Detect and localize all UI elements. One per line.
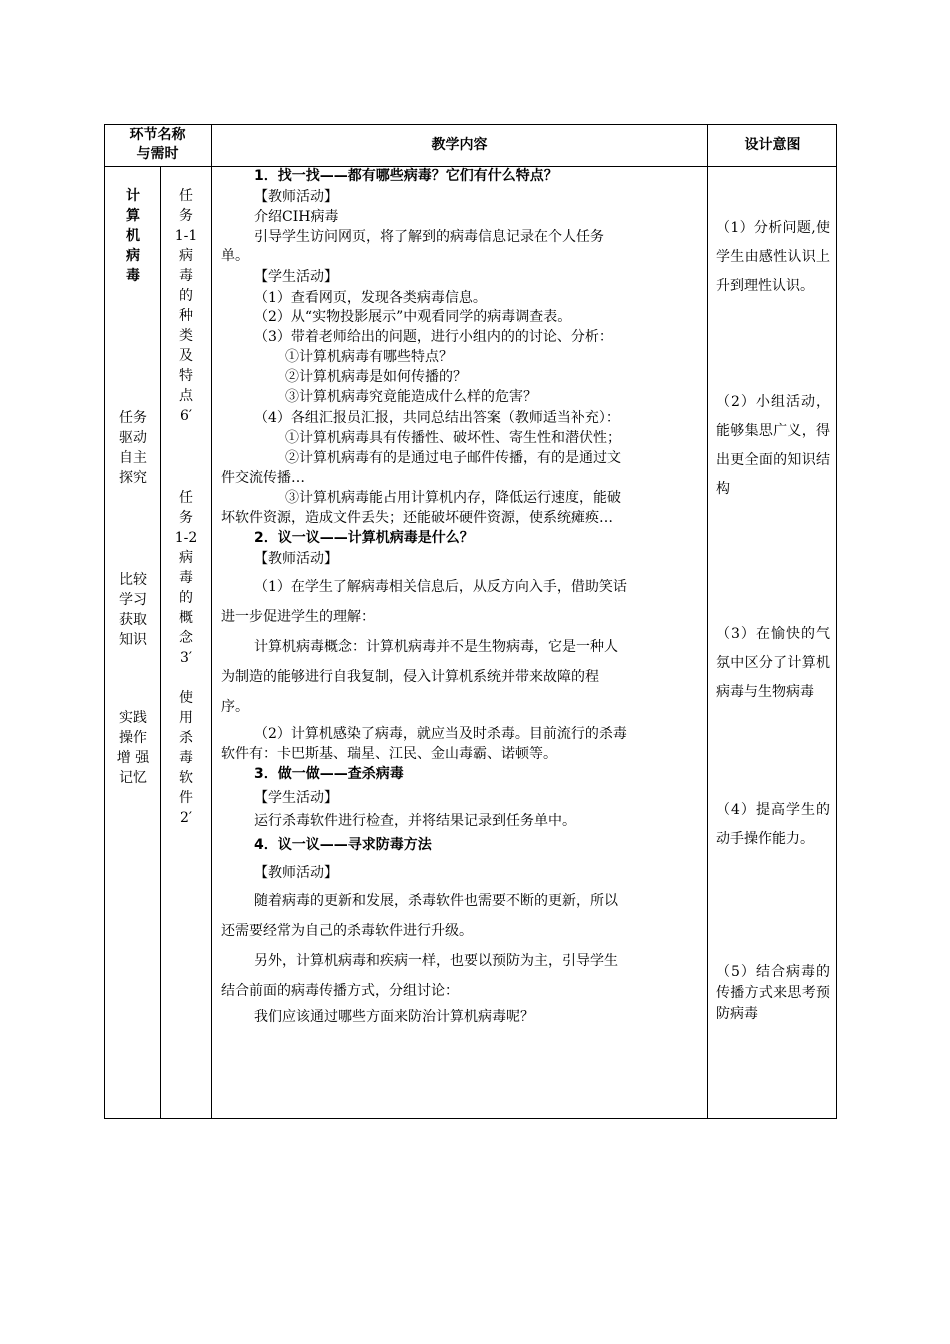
task-char: 毒 xyxy=(179,268,193,284)
topic-char: 机 xyxy=(126,228,140,244)
task-char: 特 xyxy=(179,368,193,384)
intent-note: （3）在愉快的气氛中区分了计算机病毒与生物病毒 xyxy=(716,626,830,700)
content-line: （4）各组汇报员汇报，共同总结出答案（教师适当补充）： xyxy=(254,410,620,426)
task-char: 使 xyxy=(179,690,193,706)
method-line: 任务 xyxy=(119,410,147,426)
content-line: 结合前面的病毒传播方式，分组讨论： xyxy=(221,983,459,999)
content-line: （1）查看网页，发现各类病毒信息。 xyxy=(254,290,487,306)
task-char: 用 xyxy=(179,710,193,726)
content-line: ③计算机病毒能占用计算机内存，降低运行速度，能破 xyxy=(285,490,621,506)
task-char: 务 xyxy=(179,208,193,224)
task-char: 及 xyxy=(179,348,193,364)
task-char: 6′ xyxy=(179,408,193,424)
topic-char: 算 xyxy=(126,208,140,224)
content-line: 坏软件资源，造成文件丢失；还能破坏硬件资源，使系统瘫痪… xyxy=(221,510,613,526)
task-char: 种 xyxy=(179,308,193,324)
task-char: 务 xyxy=(179,510,193,526)
task-char: 任 xyxy=(179,188,193,204)
task-char: 病 xyxy=(179,248,193,264)
task-char: 3′ xyxy=(179,650,193,666)
intent-note: （5）结合病毒的传播方式来思考预防病毒 xyxy=(716,964,830,1022)
content-line: 介绍CIH病毒 xyxy=(254,209,339,225)
task-char: 念 xyxy=(179,630,193,646)
content-line: 单。 xyxy=(221,248,249,264)
content-line: 还需要经常为自己的杀毒软件进行升级。 xyxy=(221,923,473,939)
task-char: 1-2 xyxy=(174,530,198,546)
task-char: 的 xyxy=(179,288,193,304)
section-heading: 1．找一找——都有哪些病毒？它们有什么特点？ xyxy=(254,168,558,184)
section-heading: 2．议一议——计算机病毒是什么？ xyxy=(254,530,474,546)
task-char: 杀 xyxy=(179,730,193,746)
method-line: 学习 xyxy=(119,592,147,608)
section-heading: 3．做一做——查杀病毒 xyxy=(254,766,404,782)
method-line: 比较 xyxy=(119,572,147,588)
method-line: 操作 xyxy=(119,730,147,746)
header-stage-line2: 与需时 xyxy=(136,146,179,162)
intent-note: （1）分析问题,使学生由感性认识上升到理性认识。 xyxy=(716,220,830,294)
content-line: 引导学生访问网页，将了解到的病毒信息记录在个人任务 xyxy=(254,229,604,245)
task-char: 概 xyxy=(179,610,193,626)
section-heading: 4．议一议——寻求防毒方法 xyxy=(254,837,432,853)
task-char: 病 xyxy=(179,550,193,566)
task-char: 毒 xyxy=(179,570,193,586)
content-line: ③计算机病毒究竟能造成什么样的危害？ xyxy=(285,389,537,405)
task-char: 类 xyxy=(179,328,193,344)
method-line: 知识 xyxy=(119,632,147,648)
method-line: 实践 xyxy=(119,710,147,726)
column-divider-1 xyxy=(211,124,212,1119)
topic-char: 病 xyxy=(126,248,140,264)
intent-note: （2）小组活动，能够集思广义，得出更全面的知识结构 xyxy=(716,394,830,497)
content-line: 软件有：卡巴斯基、瑞星、江民、金山毒霸、诺顿等。 xyxy=(221,746,557,762)
method-line: 自主 xyxy=(119,450,147,466)
content-line: ②计算机病毒有的是通过电子邮件传播，有的是通过文 xyxy=(285,450,621,466)
content-line: （2）从“实物投影展示”中观看同学的病毒调查表。 xyxy=(254,309,572,325)
header-stage-line1: 环节名称 xyxy=(129,127,186,143)
activity-label: 【教师活动】 xyxy=(254,865,338,881)
method-line: 记忆 xyxy=(119,770,147,786)
task-char: 任 xyxy=(179,490,193,506)
method-line: 驱动 xyxy=(119,430,147,446)
topic-char: 毒 xyxy=(126,268,140,284)
content-line: 件交流传播… xyxy=(221,470,305,486)
task-char: 的 xyxy=(179,590,193,606)
activity-label: 【学生活动】 xyxy=(254,790,338,806)
content-line: 序。 xyxy=(221,699,249,715)
activity-label: 【教师活动】 xyxy=(254,551,338,567)
method-line: 增 强 xyxy=(116,750,150,766)
content-line: ①计算机病毒有哪些特点？ xyxy=(285,349,453,365)
header-intent: 设计意图 xyxy=(744,137,801,153)
task-char: 点 xyxy=(179,388,193,404)
content-line: （2）计算机感染了病毒，就应当及时杀毒。目前流行的杀毒 xyxy=(254,726,627,742)
content-line: 进一步促进学生的理解： xyxy=(221,609,375,625)
content-line: 为制造的能够进行自我复制，侵入计算机系统并带来故障的程 xyxy=(221,669,599,685)
topic-char: 计 xyxy=(126,188,140,204)
content-line: ②计算机病毒是如何传播的？ xyxy=(285,369,467,385)
method-line: 获取 xyxy=(119,612,147,628)
column-divider-sub xyxy=(160,166,161,1119)
content-line: 我们应该通过哪些方面来防治计算机病毒呢？ xyxy=(254,1009,534,1025)
content-line: 运行杀毒软件进行检查，并将结果记录到任务单中。 xyxy=(254,813,576,829)
content-line: 计算机病毒概念：计算机病毒并不是生物病毒，它是一种人 xyxy=(254,639,618,655)
content-line: 随着病毒的更新和发展，杀毒软件也需要不断的更新，所以 xyxy=(254,893,618,909)
task-char: 2′ xyxy=(179,810,193,826)
content-line: （3）带着老师给出的问题，进行小组内的的讨论、分析： xyxy=(254,329,613,345)
intent-note: （4）提高学生的动手操作能力。 xyxy=(716,802,830,847)
task-char: 毒 xyxy=(179,750,193,766)
activity-label: 【学生活动】 xyxy=(254,269,338,285)
content-line: 另外，计算机病毒和疾病一样，也要以预防为主，引导学生 xyxy=(254,953,618,969)
header-stage xyxy=(104,126,211,164)
content-line: （1）在学生了解病毒相关信息后，从反方向入手，借助笑话 xyxy=(254,579,627,595)
header-content: 教学内容 xyxy=(431,137,488,153)
task-char: 软 xyxy=(179,770,193,786)
task-char: 件 xyxy=(179,790,193,806)
method-line: 探究 xyxy=(119,470,147,486)
content-line: ①计算机病毒具有传播性、破坏性、寄生性和潜伏性； xyxy=(285,430,621,446)
activity-label: 【教师活动】 xyxy=(254,189,338,205)
task-char: 1-1 xyxy=(174,228,198,244)
